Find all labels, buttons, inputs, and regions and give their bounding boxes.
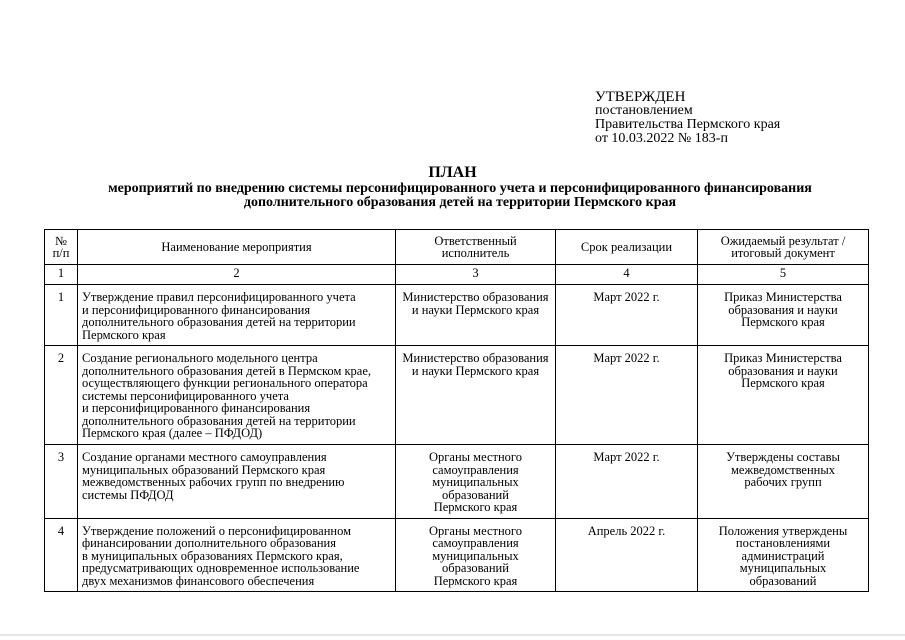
column-number: 4 xyxy=(556,265,698,285)
row-executor: Министерство образования и науки Пермского края xyxy=(396,285,556,346)
row-term: Март 2022 г. xyxy=(556,445,698,519)
table-row xyxy=(45,445,869,519)
table-row xyxy=(45,346,869,445)
table-header-row xyxy=(45,230,869,265)
row-activity: Создание регионального модельного центра дополнительного образования детей в Пермском крае, осуществляющего функции регионального оператора системы персонифицированного учета и персонифицированного финансирования дополнительного образования детей на территории Пермского края (далее – ПФДОД) xyxy=(78,346,396,445)
row-number: 1 xyxy=(45,285,78,346)
column-number: 2 xyxy=(78,265,396,285)
header-activity: Наименование мероприятия xyxy=(78,230,396,265)
row-activity: Утверждение положений о персонифицированном финансировании дополнительного образования в муниципальных образованиях Пермского края, предусматривающих одновременное использование двух механизмов финансового обеспечения xyxy=(78,518,396,592)
column-number: 5 xyxy=(698,265,869,285)
row-term: Апрель 2022 г. xyxy=(556,518,698,592)
approval-line-2: Правительства Пермского края xyxy=(595,117,781,132)
row-term: Март 2022 г. xyxy=(556,346,698,445)
header-number: № п/п xyxy=(45,230,78,265)
table-row xyxy=(45,285,869,346)
header-executor: Ответственный исполнитель xyxy=(396,230,556,265)
row-executor: Органы местного самоуправления муниципальных образований Пермского края xyxy=(396,518,556,592)
row-executor: Органы местного самоуправления муниципальных образований Пермского края xyxy=(396,445,556,519)
row-number: 4 xyxy=(45,518,78,592)
approval-block xyxy=(595,90,780,146)
row-result: Утверждены составы межведомственных рабочих групп xyxy=(698,445,869,519)
approval-line-1: постановлением xyxy=(595,103,693,118)
row-term: Март 2022 г. xyxy=(556,285,698,346)
plan-table xyxy=(44,229,869,592)
page-bottom-edge xyxy=(0,634,905,636)
column-number-row xyxy=(45,265,869,285)
row-executor: Министерство образования и науки Пермского края xyxy=(396,346,556,445)
document-subtitle: мероприятий по внедрению системы персонифицированного учета и персонифицированного финансирования дополнительного образования детей на территории Пермского края xyxy=(108,181,812,210)
header-term: Срок реализации xyxy=(556,230,698,265)
approval-line-3: от 10.03.2022 № 183-п xyxy=(595,131,728,146)
column-number: 1 xyxy=(45,265,78,285)
document-title: ПЛАН xyxy=(428,164,477,181)
table-row xyxy=(45,518,869,592)
row-number: 3 xyxy=(45,445,78,519)
row-result: Приказ Министерства образования и науки Пермского края xyxy=(698,346,869,445)
row-activity: Утверждение правил персонифицированного учета и персонифицированного финансирования дополнительного образования детей на территории Пермского края xyxy=(78,285,396,346)
column-number: 3 xyxy=(396,265,556,285)
row-number: 2 xyxy=(45,346,78,445)
row-result: Приказ Министерства образования и науки Пермского края xyxy=(698,285,869,346)
row-result: Положения утверждены постановлениями администраций муниципальных образований xyxy=(698,518,869,592)
approval-stamp: УТВЕРЖДЕН xyxy=(595,89,686,105)
header-result: Ожидаемый результат / итоговый документ xyxy=(698,230,869,265)
row-activity: Создание органами местного самоуправления муниципальных образований Пермского края межведомственных рабочих групп по внедрению системы ПФДОД xyxy=(78,445,396,519)
